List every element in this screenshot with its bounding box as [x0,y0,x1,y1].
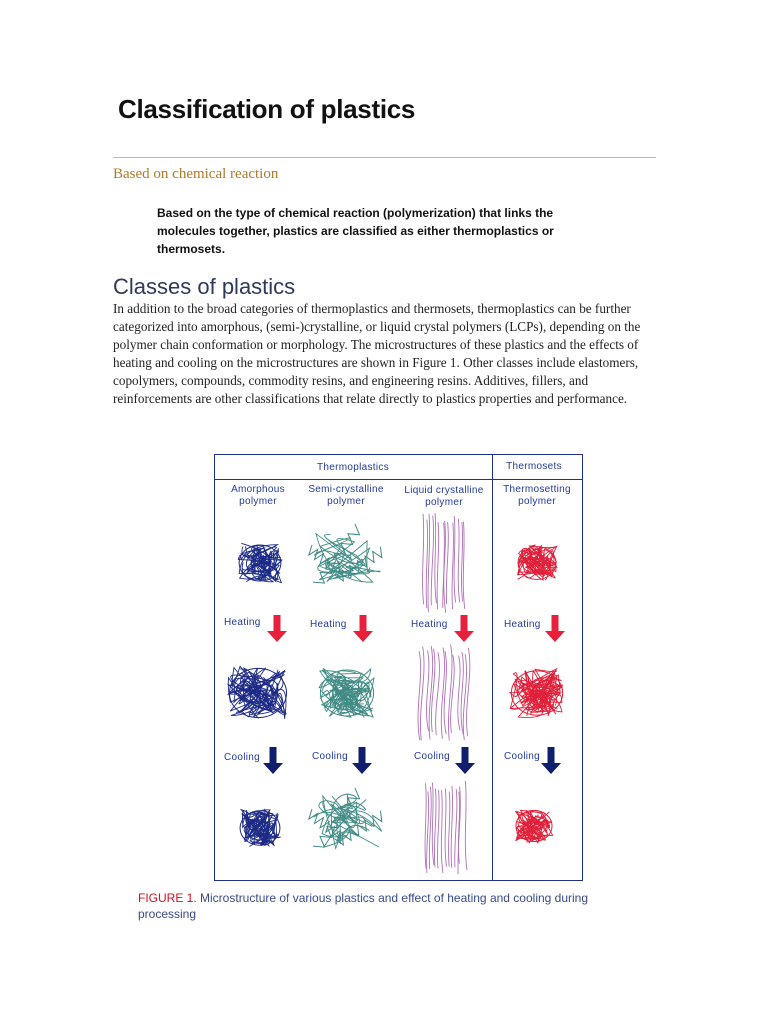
intro-paragraph: Based on the type of chemical reaction (polymerization) that links the molecules together, plastics are classified as either thermoplastics or thermosets. [157,206,554,256]
column-label-semicrystalline-2: polymer [327,496,365,507]
amorphous-heated-structure [228,666,287,718]
semicrystalline-initial-structure [309,524,382,583]
heating-arrow-icon [545,615,565,642]
figure-caption [138,890,628,922]
cooling-label-3: Cooling [414,751,451,762]
amorphous-initial-structure [238,543,281,582]
caption-text: Microstructure of various plastics and effect of heating and cooling during processing [138,891,589,921]
cooling-arrow-icon [352,747,372,774]
column-label-liquid-crystal: Liquid crystalline [404,485,484,496]
semicrystalline-cooled-structure [309,788,382,848]
column-label-thermosetting: Thermosetting [503,484,571,495]
amorphous-cooled-structure [240,810,281,847]
heating-label-1: Heating [224,617,261,628]
section-heading: Classes of plastics [113,274,296,299]
heating-arrow-icon [267,615,287,642]
cooling-label-2: Cooling [312,751,349,762]
cooling-label-1: Cooling [224,752,261,763]
heating-label-3: Heating [411,619,448,630]
heating-label-4: Heating [504,619,541,630]
cooling-label-4: Cooling [504,751,541,762]
group-label-thermosets: Thermosets [506,461,562,472]
caption-label: FIGURE 1. [138,891,197,905]
thermoset-heated-structure [510,669,563,718]
semicrystalline-heated-structure [319,668,374,717]
page-title: Classification of plastics [118,94,416,124]
heating-arrow-icon [454,615,474,642]
thermoset-initial-structure [518,545,557,580]
lcp-cooled-structure [425,781,467,874]
divider [113,157,656,158]
heating-label-2: Heating [310,619,347,630]
column-label-amorphous: Amorphous [231,484,285,495]
microstructure-drawings [228,513,563,874]
column-label-amorphous-2: polymer [239,496,277,507]
heating-arrow-icon [353,615,373,642]
cooling-arrow-icon [455,747,475,774]
group-label-thermoplastics: Thermoplastics [317,462,389,473]
body-paragraph: In addition to the broad categories of thermoplastics and thermosets, thermoplastics can be further categorized into amorphous, (semi-)crystalline, or liquid crystal polymers (LCPs), depending on the polymer chain conformation or morphology. The microstructures of these plastics and the effects of heating and cooling on the microstructures are shown in Figure 1. Other classes include elastomers, copolymers, compounds, commodity resins, and engineering resins. Additives, fillers, and reinforcements are other classifications that relate directly to plastics properties and performance. [113,301,641,406]
cooling-arrow-icon [541,747,561,774]
column-label-semicrystalline: Semi-crystalline [308,484,384,495]
figure-1-diagram [212,453,584,883]
column-label-liquid-crystal-2: polymer [425,497,463,508]
column-label-thermosetting-2: polymer [518,496,556,507]
subheading: Based on chemical reaction [113,166,279,182]
lcp-initial-structure [423,513,465,613]
thermoset-cooled-structure [515,810,552,843]
lcp-heated-structure [418,644,470,740]
cooling-arrow-icon [263,747,283,774]
